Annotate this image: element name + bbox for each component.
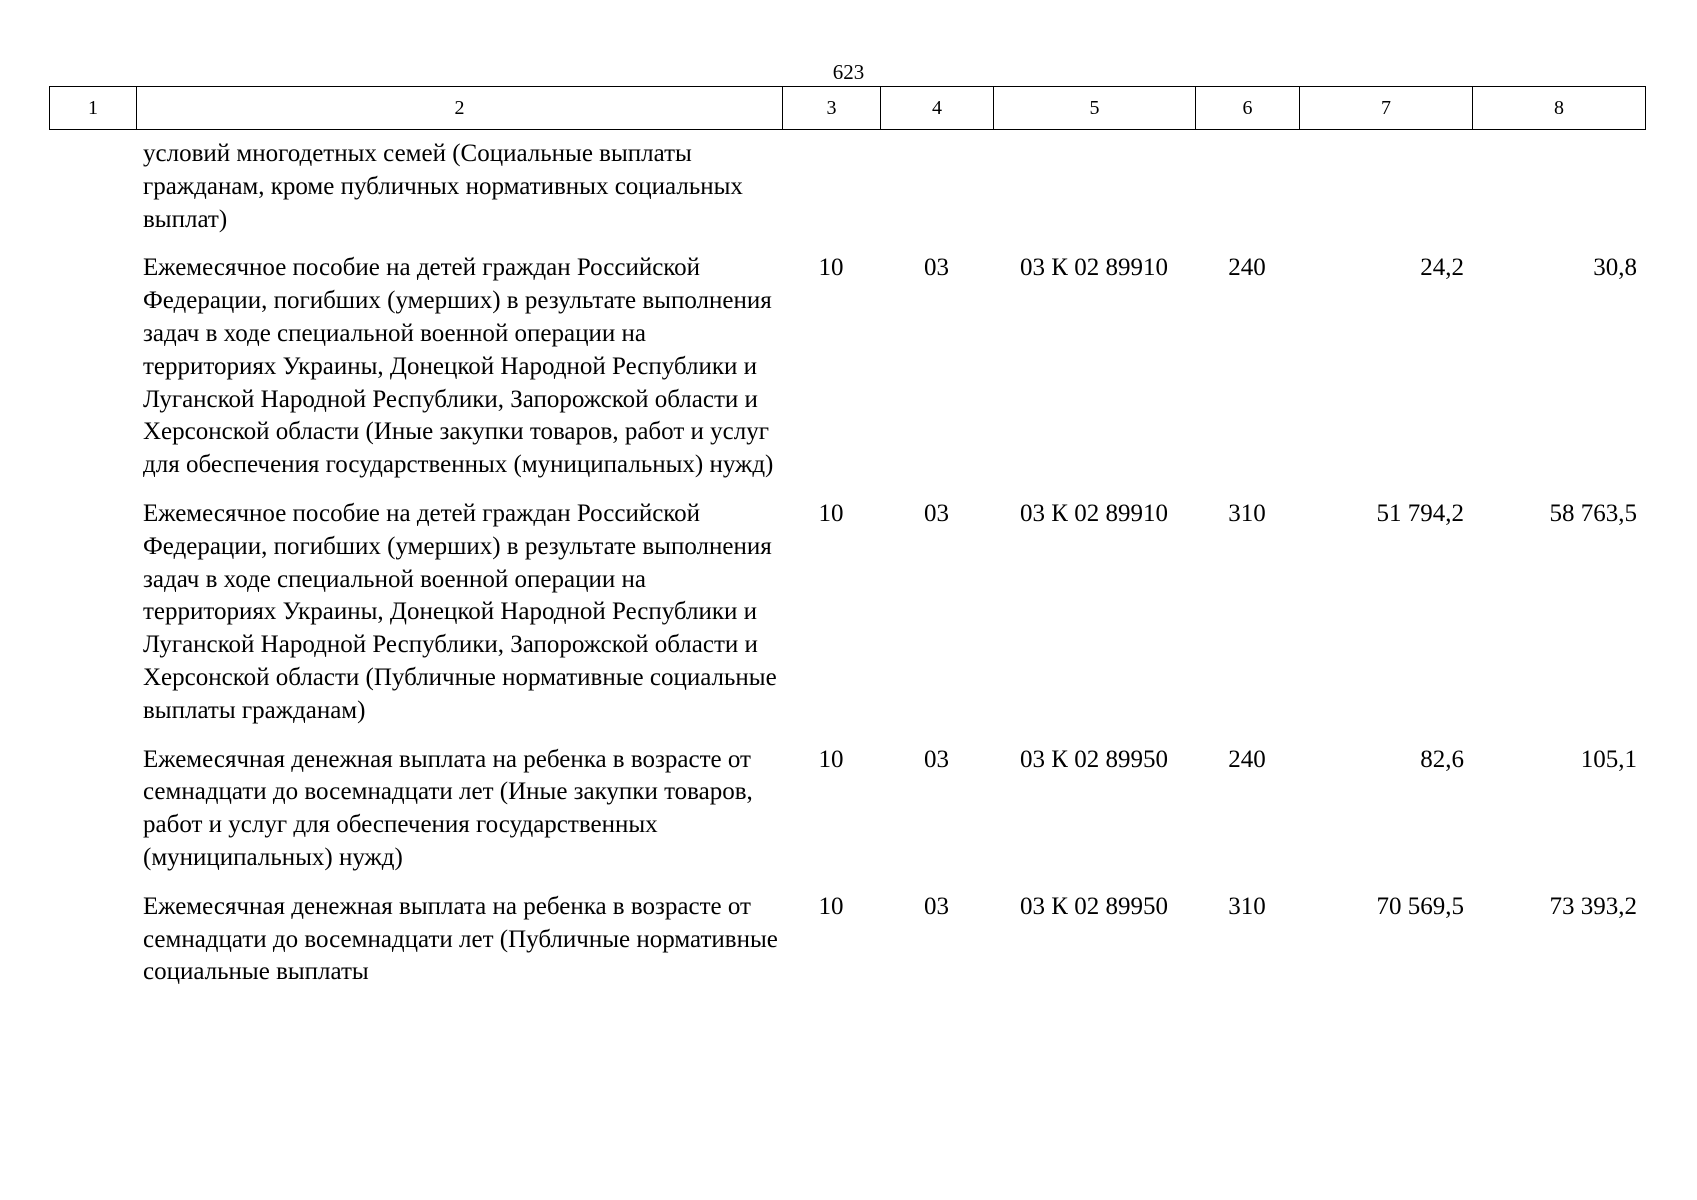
row-target-article-code: 03 К 02 89910: [1020, 499, 1168, 527]
row-section-code: [782, 138, 880, 236]
row-section-code: 10: [818, 892, 844, 920]
row-target-article-code: [993, 138, 1195, 236]
row-amount-year-1: 70 569,5: [1376, 892, 1464, 920]
header-cell-6: 6: [1196, 87, 1300, 130]
row-amount-year-1: [1299, 138, 1472, 236]
row-target-article-code: 03 К 02 89950: [1020, 892, 1168, 920]
header-cell-4: 4: [881, 87, 994, 130]
header-cell-2: 2: [137, 87, 783, 130]
row-description: Ежемесячная денежная выплата на ребенка в возрасте от семнадцати до восемнадцати лет (Иные закупки товаров, работ и услуг для обеспечения государственных (муниципальных) нужд): [143, 745, 753, 871]
table-row: [49, 891, 1645, 989]
column-number-header: [49, 86, 1646, 130]
row-section-code: 10: [818, 499, 844, 527]
row-section-code: 10: [818, 745, 844, 773]
row-amount-year-2: 73 393,2: [1549, 892, 1637, 920]
row-amount-year-2: 58 763,5: [1549, 499, 1637, 527]
table-row: [49, 138, 1645, 236]
header-cell-7: 7: [1300, 87, 1473, 130]
row-description: Ежемесячное пособие на детей граждан Российской Федерации, погибших (умерших) в результате выполнения задач в ходе специальной военной операции на территориях Украины, Донецкой Народной Республики и Луганской Народной Республики, Запорожской области и Херсонской области (Иные закупки товаров, работ и услуг для обеспечения государственных (муниципальных) нужд): [143, 254, 774, 479]
row-amount-year-2: 30,8: [1593, 254, 1637, 282]
page-number: 623: [832, 60, 865, 84]
header-cell-1: 1: [50, 87, 137, 130]
row-subsection-code: 03: [924, 892, 949, 920]
row-subsection-code: 03: [924, 745, 949, 773]
row-amount-year-1: 82,6: [1420, 745, 1464, 773]
row-description: Ежемесячное пособие на детей граждан Российской Федерации, погибших (умерших) в результате выполнения задач в ходе специальной военной операции на территориях Украины, Донецкой Народной Республики и Луганской Народной Республики, Запорожской области и Херсонской области (Публичные нормативные социальные выплаты гражданам): [143, 499, 777, 724]
row-expense-type-code: 240: [1228, 254, 1266, 282]
row-amount-year-1: 51 794,2: [1376, 499, 1464, 527]
row-subsection-code: [880, 138, 993, 236]
header-cell-5: 5: [994, 87, 1196, 130]
row-subsection-code: 03: [924, 499, 949, 527]
row-description: условий многодетных семей (Социальные выплаты гражданам, кроме публичных нормативных социальных выплат): [143, 140, 743, 233]
budget-table-body: [49, 138, 1645, 989]
header-cell-8: 8: [1473, 87, 1646, 130]
row-target-article-code: 03 К 02 89910: [1020, 254, 1168, 282]
row-target-article-code: 03 К 02 89950: [1020, 745, 1168, 773]
row-expense-type-code: 310: [1228, 892, 1266, 920]
row-expense-type-code: 240: [1228, 745, 1266, 773]
row-description: Ежемесячная денежная выплата на ребенка в возрасте от семнадцати до восемнадцати лет (Публичные нормативные социальные выплаты: [143, 892, 778, 986]
row-amount-year-1: 24,2: [1420, 254, 1464, 282]
table-row: [49, 252, 1645, 482]
table-row: [49, 744, 1645, 875]
table-row: [49, 498, 1645, 728]
row-expense-type-code: [1195, 138, 1299, 236]
row-section-code: 10: [818, 254, 844, 282]
row-subsection-code: 03: [924, 254, 949, 282]
header-cell-3: 3: [783, 87, 881, 130]
row-amount-year-2: 105,1: [1580, 745, 1637, 773]
row-expense-type-code: 310: [1228, 499, 1266, 527]
row-amount-year-2: [1472, 138, 1645, 236]
